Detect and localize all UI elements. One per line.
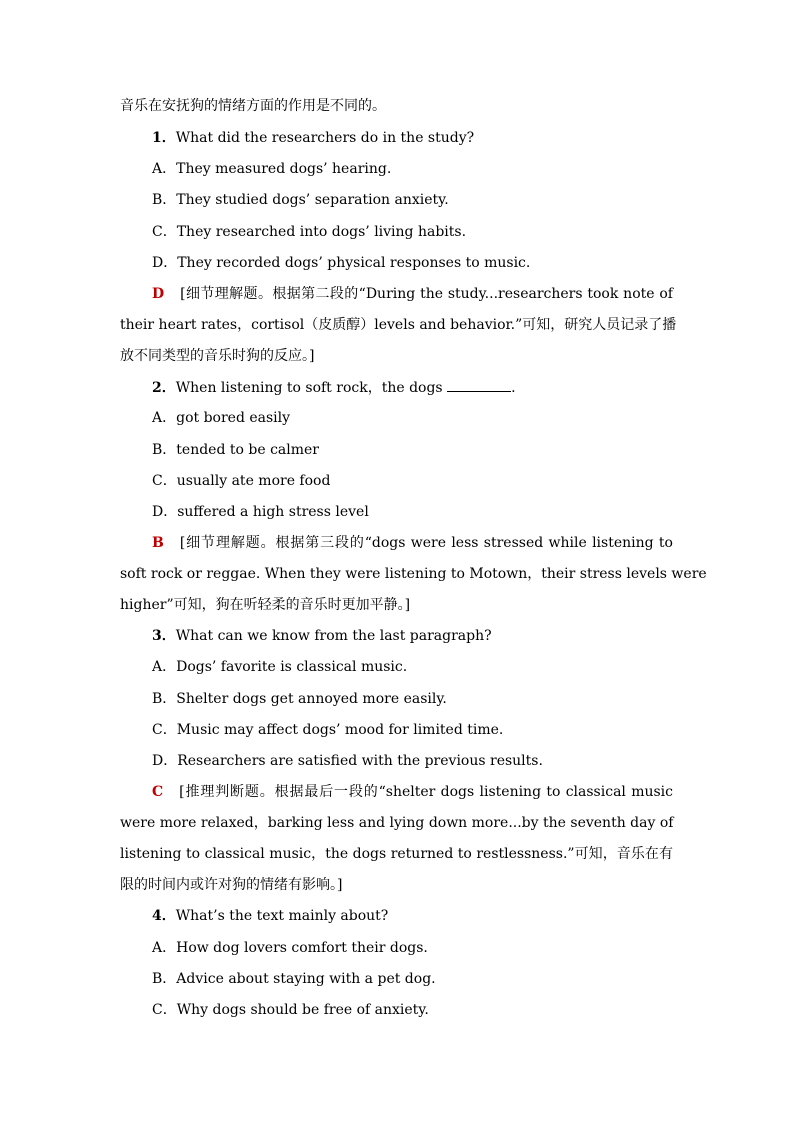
explanation-1-line-1: D [细节理解题。根据第二段的“During the study...researchers took note of <box>152 286 673 302</box>
option-4b: B．Advice about staying with a pet dog. <box>152 971 436 987</box>
intro-tail: 音乐在安抚狗的情绪方面的作用是不同的。 <box>120 98 386 114</box>
option-1c: C．They researched into dogs’ living habits. <box>152 224 467 240</box>
option-2c: C．usually ate more food <box>152 473 331 489</box>
option-3a: A．Dogs’ favorite is classical music. <box>152 659 408 675</box>
explanation-3-line-3: listening to classical music，the dogs returned to restlessness.”可知，音乐在有 <box>120 846 673 862</box>
question-3 <box>152 626 673 646</box>
explanation-3-line-4: 限的时间内或许对狗的情绪有影响。] <box>120 877 343 893</box>
option-1b: B．They studied dogs’ separation anxiety. <box>152 192 449 208</box>
explanation-2-line-3: higher”可知，狗在听轻柔的音乐时更加平静。] <box>120 597 411 613</box>
option-3c: C．Music may affect dogs’ mood for limited time. <box>152 722 504 738</box>
question-number: 4． <box>152 908 176 924</box>
explanation-1-line-2: their heart rates，cortisol（皮质醇）levels and behavior.”可知，研究人员记录了播 <box>120 317 677 333</box>
answer-letter: D <box>152 286 165 302</box>
question-4 <box>152 906 673 926</box>
question-number: 1． <box>152 130 176 146</box>
option-4c: C．Why dogs should be free of anxiety. <box>152 1002 429 1018</box>
question-1 <box>152 128 673 148</box>
option-3b: B．Shelter dogs get annoyed more easily. <box>152 691 447 707</box>
question-2: 2．When listening to soft rock，the dogs . <box>152 377 673 398</box>
option-3d: D．Researchers are satisfied with the previous results. <box>152 753 543 769</box>
option-2d: D．suffered a high stress level <box>152 504 369 520</box>
question-stem: When listening to soft rock，the dogs <box>175 380 443 396</box>
option-2b: B．tended to be calmer <box>152 442 319 458</box>
explanation-3-line-1: C [推理判断题。根据最后一段的“shelter dogs listening to classical music <box>152 784 673 800</box>
answer-letter: B <box>152 535 164 551</box>
explanation-2-line-2: soft rock or reggae. When they were listening to Motown，their stress levels were <box>120 566 707 582</box>
question-stem: What can we know from the last paragraph? <box>175 628 492 644</box>
explanation-2-line-1: B [细节理解题。根据第三段的“dogs were less stressed while listening to <box>152 535 673 551</box>
question-stem: What’s the text mainly about? <box>175 908 389 924</box>
option-1d: D．They recorded dogs’ physical responses to music. <box>152 255 531 271</box>
option-2a: A．got bored easily <box>152 410 291 426</box>
question-stem: What did the researchers do in the study? <box>175 130 475 146</box>
explanation-3-line-2: were more relaxed，barking less and lying down more...by the seventh day of <box>120 815 674 831</box>
question-number: 3． <box>152 628 176 644</box>
answer-blank <box>447 377 511 392</box>
explanation-1-line-3: 放不同类型的音乐时狗的反应。] <box>120 348 315 364</box>
option-1a: A．They measured dogs’ hearing. <box>152 161 392 177</box>
question-number: 2． <box>152 380 176 396</box>
answer-letter: C <box>152 784 164 800</box>
option-4a: A．How dog lovers comfort their dogs. <box>152 940 428 956</box>
